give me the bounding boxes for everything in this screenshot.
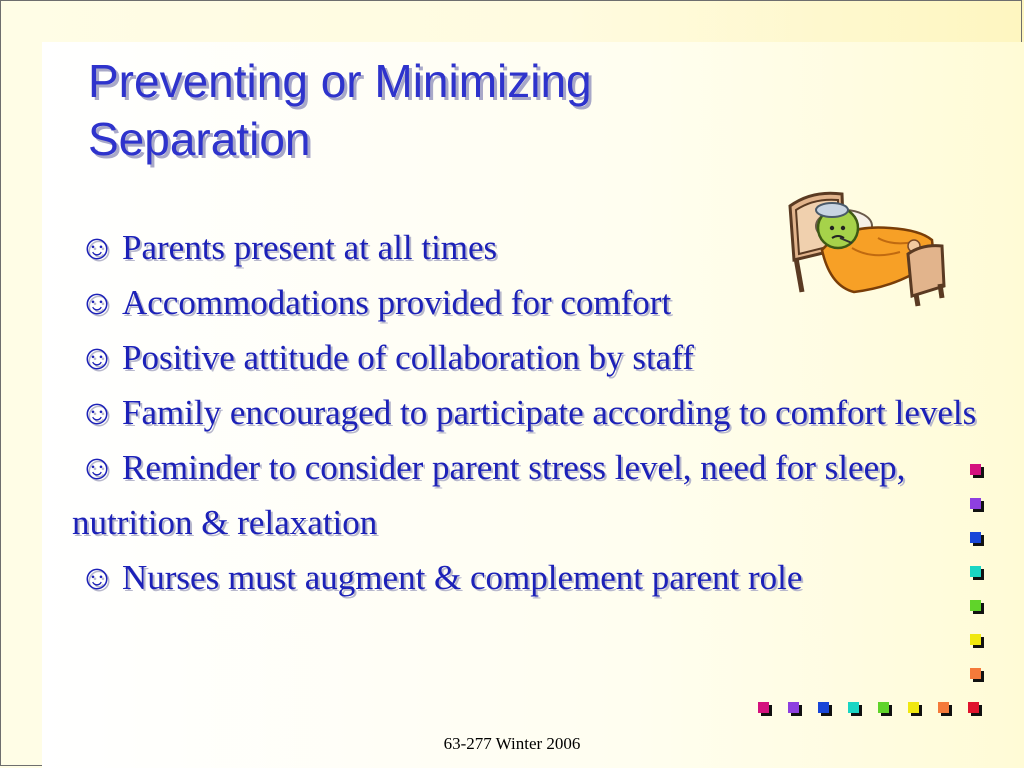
bullet-text: Nurses must augment & complement parent role xyxy=(122,558,803,597)
bullet-text: Family encouraged to participate according to comfort levels xyxy=(122,393,977,432)
bullet-text: Positive attitude of collaboration by staff xyxy=(122,338,694,377)
decor-square xyxy=(970,532,981,543)
decor-square xyxy=(968,702,979,713)
decor-square xyxy=(788,702,799,713)
decor-square xyxy=(970,668,981,679)
bullet-item xyxy=(72,440,1017,550)
bullet-item xyxy=(72,220,1017,275)
smiley-face-icon: ☺ xyxy=(79,393,115,432)
smiley-face-icon: ☺ xyxy=(79,558,115,597)
bullet-item xyxy=(72,385,1017,440)
bullet-item xyxy=(72,550,1017,605)
smiley-face-icon: ☺ xyxy=(79,283,115,322)
decor-square xyxy=(938,702,949,713)
smiley-face-icon: ☺ xyxy=(79,448,115,487)
bullet-text: Reminder to consider parent stress level, need for sleep, nutrition & relaxation xyxy=(72,448,906,542)
slide-title: Preventing or Minimizing Separation xyxy=(88,55,592,165)
decor-square xyxy=(970,498,981,509)
smiley-face-icon: ☺ xyxy=(79,228,115,267)
decor-square xyxy=(970,464,981,475)
decor-square xyxy=(970,634,981,645)
decor-square xyxy=(848,702,859,713)
smiley-face-icon: ☺ xyxy=(79,338,115,377)
bullet-list xyxy=(72,220,1017,605)
bullet-item xyxy=(72,330,1017,385)
bullet-text: Accommodations provided for comfort xyxy=(122,283,672,322)
decor-square xyxy=(878,702,889,713)
decor-square xyxy=(908,702,919,713)
decor-square xyxy=(818,702,829,713)
decor-square xyxy=(970,566,981,577)
decor-square xyxy=(758,702,769,713)
slide-footer: 63-277 Winter 2006 xyxy=(443,734,581,753)
bullet-text: Parents present at all times xyxy=(122,228,498,267)
decor-square xyxy=(970,600,981,611)
bullet-item xyxy=(72,275,1017,330)
